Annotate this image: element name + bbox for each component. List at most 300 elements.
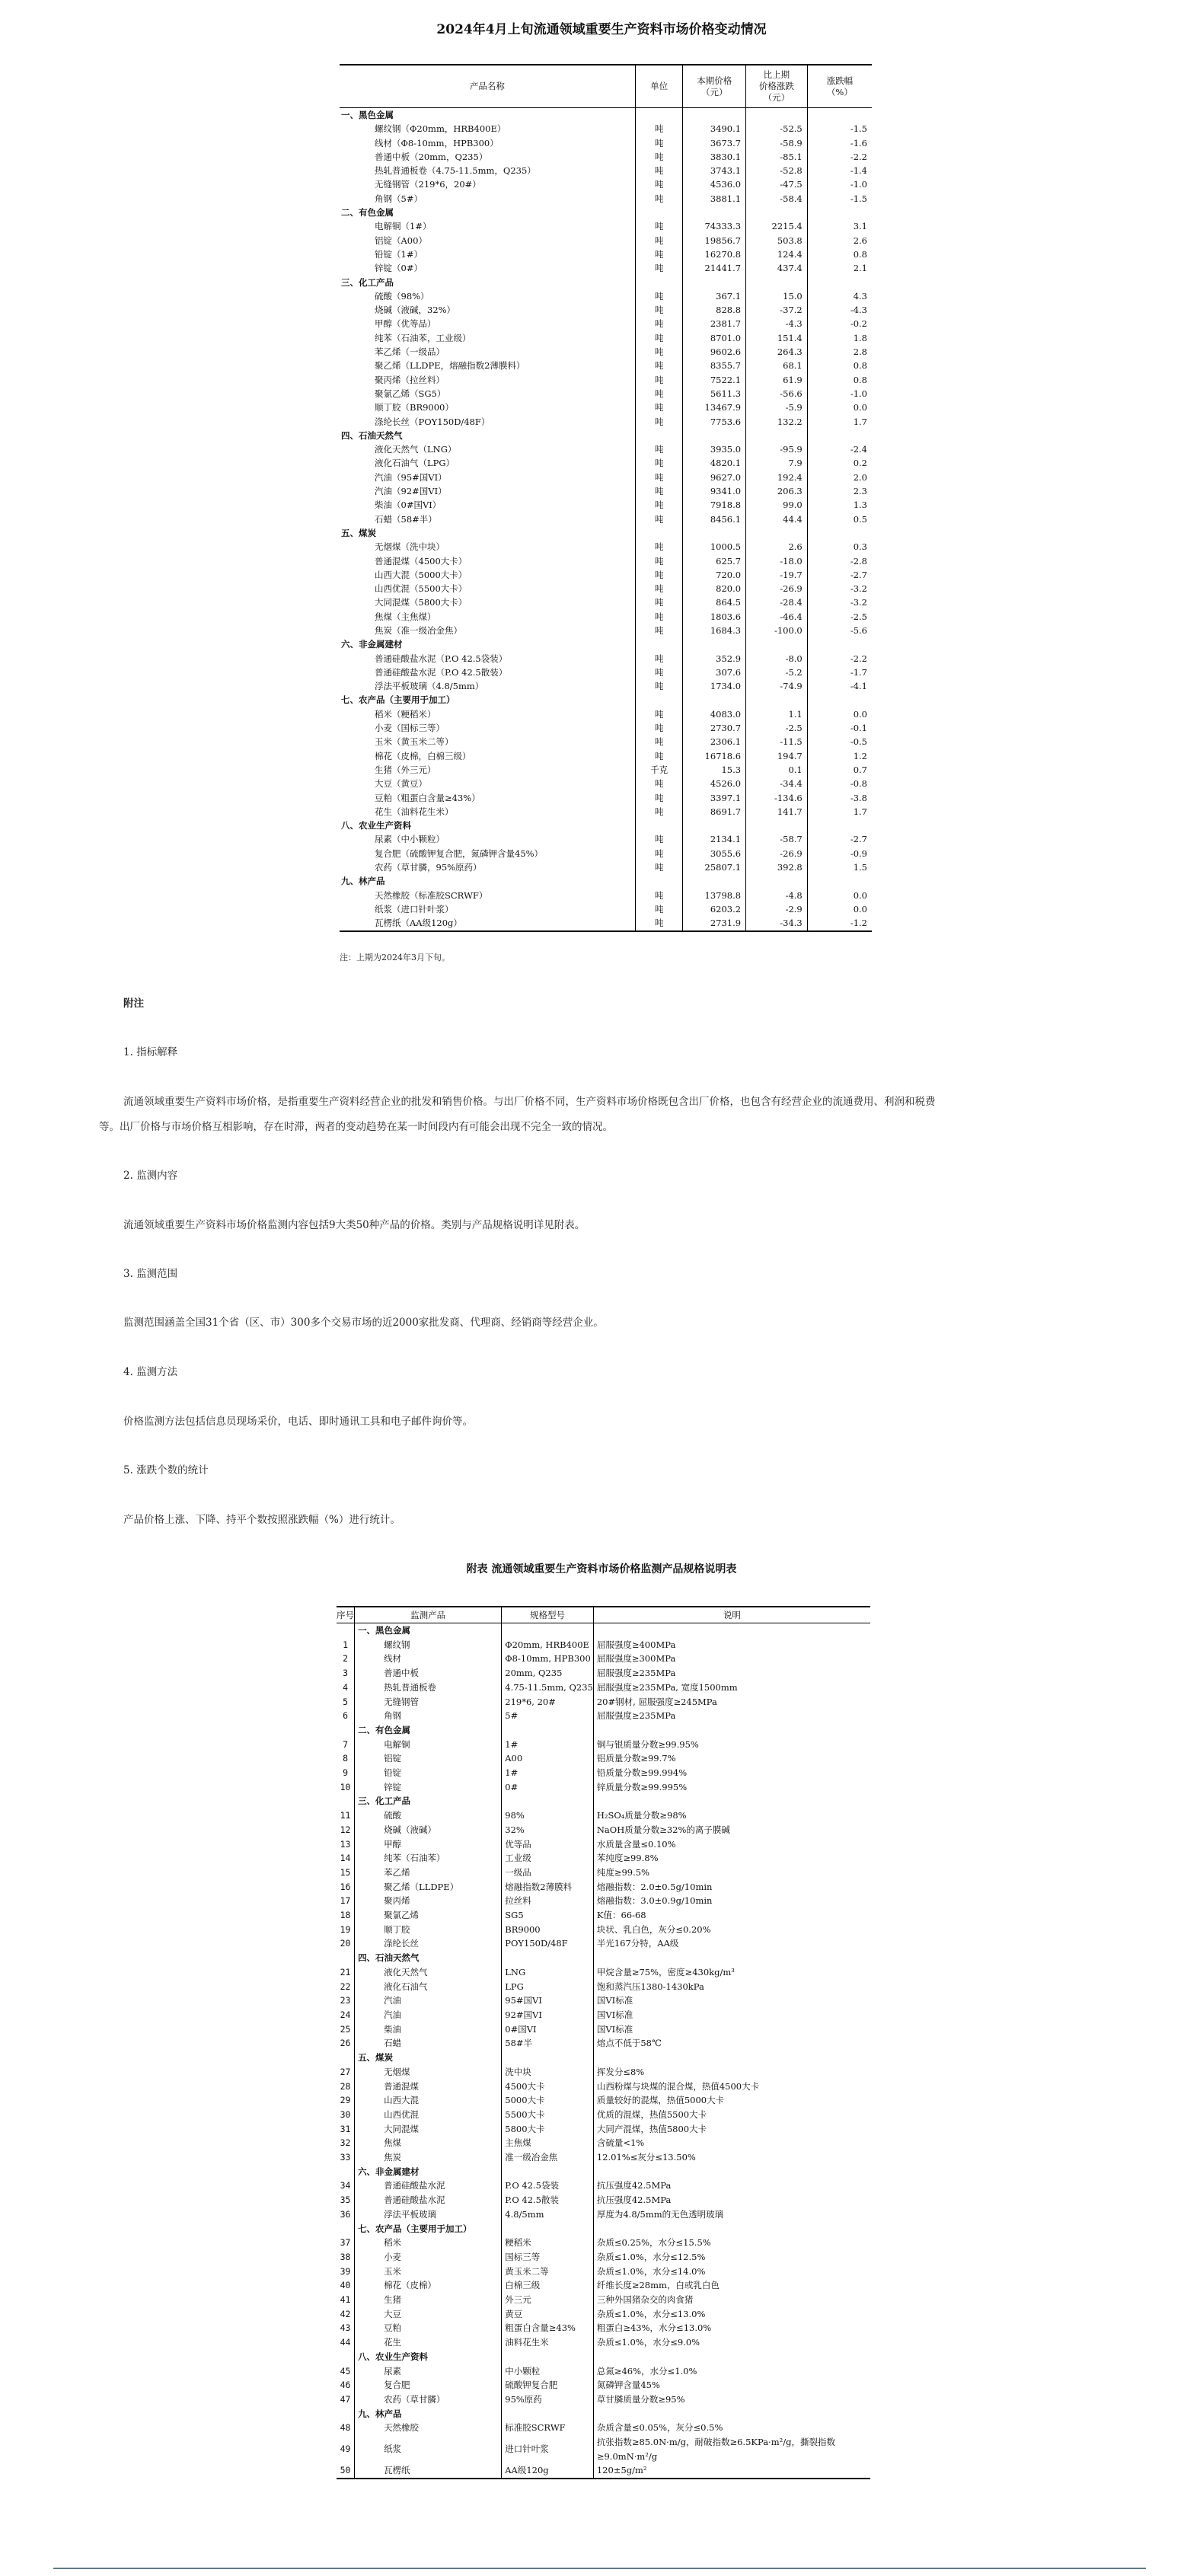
pct-cell: 1.5 — [807, 860, 872, 874]
table-row — [337, 2293, 870, 2307]
model-cell: LPG — [502, 1980, 594, 1994]
desc-cell — [593, 1623, 870, 1638]
category-name: 四、石油天然气 — [341, 429, 403, 441]
note-body-1-line2: 等。出厂价格与市场价格互相影响，存在时滞，两者的变动趋势在某一时间段内有可能会出现不完全一致的情况。 — [99, 1121, 613, 1133]
unit-cell: 吨 — [635, 247, 683, 261]
pct-cell: 0.5 — [807, 512, 872, 526]
unit-cell: 吨 — [635, 652, 683, 666]
seq-cell: 11 — [340, 1810, 351, 1821]
product-name: 复合肥 — [355, 2378, 502, 2392]
category-row — [337, 1951, 870, 1965]
unit-cell: 吨 — [635, 902, 683, 916]
model-cell: 黄玉米二等 — [502, 2265, 594, 2279]
change-cell: -52.8 — [746, 164, 808, 177]
seq-cell — [337, 2407, 355, 2421]
price-cell: 1803.6 — [683, 610, 746, 624]
price-cell: 19856.7 — [683, 234, 746, 247]
seq-cell: 30 — [340, 2108, 351, 2120]
unit-cell: 吨 — [635, 234, 683, 247]
unit-cell: 吨 — [635, 387, 683, 401]
product-name: 铅锭（1#） — [375, 248, 423, 260]
pct-cell: 2.1 — [807, 261, 872, 275]
product-name: 液化天然气（LNG） — [375, 444, 457, 455]
desc-cell: 屈服强度≥235MPa, 宽度1500mm — [593, 1681, 870, 1695]
pct-cell: -1.5 — [807, 192, 872, 206]
table-row — [340, 484, 872, 498]
unit-cell: 吨 — [635, 554, 683, 568]
product-name: 纸浆 — [355, 2435, 502, 2463]
product-name: 山西优混（5500大卡） — [375, 583, 467, 595]
table-row — [340, 624, 872, 637]
table-row — [337, 2080, 870, 2094]
table-row — [340, 150, 872, 164]
price-cell: 3830.1 — [683, 150, 746, 164]
change-cell: -95.9 — [746, 442, 808, 456]
product-name: 普通混煤 — [355, 2080, 502, 2094]
table-row — [337, 2321, 870, 2335]
model-cell — [502, 2165, 594, 2179]
model-cell: 20mm, Q235 — [502, 1666, 594, 1681]
price-cell: 9627.0 — [683, 471, 746, 484]
change-cell: 61.9 — [746, 373, 808, 387]
change-cell: 2.6 — [746, 540, 808, 554]
desc-cell: 大同产混煤，热值5800大卡 — [593, 2122, 870, 2137]
unit-cell: 吨 — [635, 860, 683, 874]
table-row — [340, 847, 872, 860]
model-cell: 粳稻米 — [502, 2236, 594, 2250]
unit-cell: 吨 — [635, 484, 683, 498]
change-cell: 1.1 — [746, 707, 808, 721]
model-cell: 进口针叶浆 — [502, 2435, 594, 2463]
change-cell: 15.0 — [746, 289, 808, 303]
product-name: 甲醇 — [355, 1837, 502, 1852]
table-row — [337, 1980, 870, 1994]
header-pct: 涨跌幅 （%） — [807, 65, 872, 108]
product-name: 石蜡 — [355, 2036, 502, 2051]
product-name: 浮法平板玻璃（4.8/5mm） — [375, 681, 484, 692]
unit-cell: 吨 — [635, 707, 683, 721]
table-row — [340, 401, 872, 414]
product-name: 焦炭 — [355, 2150, 502, 2165]
category-row — [337, 2222, 870, 2236]
price-table-header — [340, 65, 872, 108]
pct-cell: -2.2 — [807, 652, 872, 666]
desc-cell: 质量较好的混煤，热值5000大卡 — [593, 2093, 870, 2108]
seq-cell: 48 — [340, 2422, 351, 2434]
unit-cell: 吨 — [635, 456, 683, 470]
product-name: 无烟煤（洗中块） — [375, 541, 445, 553]
change-cell: -2.9 — [746, 902, 808, 916]
pct-cell: 0.8 — [807, 359, 872, 372]
product-name: 农药（草甘膦，95%原药） — [375, 862, 482, 873]
unit-cell: 吨 — [635, 735, 683, 749]
change-cell: 2215.4 — [746, 219, 808, 233]
pct-cell: 1.8 — [807, 331, 872, 345]
pct-cell: 0.8 — [807, 373, 872, 387]
empty-cell — [635, 874, 683, 888]
price-cell: 4820.1 — [683, 456, 746, 470]
seq-cell — [337, 2051, 355, 2065]
unit-cell: 吨 — [635, 359, 683, 372]
empty-cell — [807, 206, 872, 219]
pct-cell: 0.0 — [807, 889, 872, 902]
unit-cell: 吨 — [635, 415, 683, 429]
seq-cell — [337, 1794, 355, 1808]
product-name: 瓦楞纸 — [355, 2463, 502, 2479]
desc-cell: 熔点不低于58℃ — [593, 2036, 870, 2051]
table-row — [337, 2065, 870, 2080]
pct-cell: 2.6 — [807, 234, 872, 247]
table-row — [340, 568, 872, 582]
category-row — [337, 2350, 870, 2364]
change-cell: -4.3 — [746, 317, 808, 330]
product-name: 锌锭 — [355, 1780, 502, 1795]
note-title-1: 1. 指标解释 — [123, 1046, 178, 1058]
price-cell: 15.3 — [683, 763, 746, 777]
seq-cell: 4 — [343, 1681, 348, 1693]
unit-cell: 吨 — [635, 164, 683, 177]
empty-cell — [746, 637, 808, 651]
table-row — [340, 192, 872, 206]
model-cell: 5500大卡 — [502, 2108, 594, 2122]
header-price: 本期价格 （元） — [683, 65, 746, 108]
price-cell: 21441.7 — [683, 261, 746, 275]
change-cell: -26.9 — [746, 582, 808, 595]
change-cell: -100.0 — [746, 624, 808, 637]
header-model: 规格型号 — [502, 1607, 594, 1623]
spec-table-header — [337, 1607, 870, 1623]
seq-cell: 44 — [340, 2337, 351, 2348]
product-name: 线材（Φ8-10mm，HPB300） — [375, 137, 499, 148]
product-name: 大豆 — [355, 2307, 502, 2322]
pct-cell: -1.6 — [807, 136, 872, 150]
seq-cell: 43 — [340, 2322, 351, 2334]
table-row — [340, 582, 872, 595]
desc-cell: 草甘膦质量分数≥95% — [593, 2392, 870, 2407]
model-cell — [502, 1623, 594, 1638]
seq-cell: 42 — [340, 2308, 351, 2319]
desc-cell: 山西粉煤与块煤的混合煤，热值4500大卡 — [593, 2080, 870, 2094]
product-name: 聚氯乙烯 — [355, 1908, 502, 1923]
table-row — [340, 721, 872, 735]
change-cell: -74.9 — [746, 679, 808, 693]
price-cell: 16718.6 — [683, 749, 746, 763]
change-cell: -19.7 — [746, 568, 808, 582]
product-name: 汽油 — [355, 1993, 502, 2008]
desc-cell: 挥发分≤8% — [593, 2065, 870, 2080]
unit-cell: 吨 — [635, 568, 683, 582]
table-row — [337, 1638, 870, 1652]
change-cell: -58.7 — [746, 832, 808, 846]
change-cell: 0.1 — [746, 763, 808, 777]
seq-cell: 29 — [340, 2095, 351, 2106]
pct-cell: 1.2 — [807, 749, 872, 763]
table-row — [340, 331, 872, 345]
product-name: 苯乙烯 — [355, 1866, 502, 1880]
pct-cell: 2.8 — [807, 345, 872, 359]
pct-cell: -3.2 — [807, 582, 872, 595]
product-name: 硫酸（98%） — [375, 290, 429, 302]
model-cell: 硫酸钾复合肥 — [502, 2378, 594, 2392]
seq-cell: 36 — [340, 2208, 351, 2220]
model-cell: 白棉三级 — [502, 2278, 594, 2293]
product-name: 普通硅酸盐水泥 — [355, 2193, 502, 2207]
price-cell: 7918.8 — [683, 498, 746, 512]
product-name: 天然橡胶（标准胶SCRWF） — [375, 889, 488, 901]
unit-cell: 吨 — [635, 192, 683, 206]
note-title-5: 5. 涨跌个数的统计 — [123, 1464, 209, 1476]
pct-cell: 0.8 — [807, 247, 872, 261]
unit-cell: 吨 — [635, 666, 683, 679]
table-row — [340, 889, 872, 902]
unit-cell: 吨 — [635, 261, 683, 275]
product-name: 山西大混 — [355, 2093, 502, 2108]
product-name: 线材 — [355, 1652, 502, 1666]
table-row — [337, 2463, 870, 2479]
product-name: 浮法平板玻璃 — [355, 2207, 502, 2222]
table-row — [340, 247, 872, 261]
model-cell — [502, 2407, 594, 2421]
price-cell: 4536.0 — [683, 177, 746, 191]
change-cell: -37.2 — [746, 303, 808, 317]
empty-cell — [635, 693, 683, 707]
seq-cell: 26 — [340, 2038, 351, 2049]
seq-cell: 28 — [340, 2080, 351, 2092]
table-row — [340, 387, 872, 401]
desc-cell: 12.01%≤灰分≤13.50% — [593, 2150, 870, 2165]
price-cell: 820.0 — [683, 582, 746, 595]
price-cell: 2731.9 — [683, 916, 746, 930]
empty-cell — [635, 429, 683, 442]
seq-cell: 3 — [343, 1668, 348, 1679]
price-cell: 3935.0 — [683, 442, 746, 456]
product-name: 焦煤 — [355, 2136, 502, 2150]
change-cell: 437.4 — [746, 261, 808, 275]
change-cell: -47.5 — [746, 177, 808, 191]
desc-cell: 抗压强度42.5MPa — [593, 2193, 870, 2207]
unit-cell: 吨 — [635, 442, 683, 456]
unit-cell: 吨 — [635, 331, 683, 345]
category-row — [337, 2407, 870, 2421]
product-name: 花生（油料花生米） — [375, 806, 454, 817]
empty-cell — [683, 276, 746, 289]
seq-cell: 32 — [340, 2137, 351, 2149]
pct-cell: -2.5 — [807, 610, 872, 624]
seq-cell: 31 — [340, 2123, 351, 2134]
desc-cell: 半光167分特，AA级 — [593, 1936, 870, 1951]
product-name: 豆粕（粗蛋白含量≥43%） — [375, 792, 480, 803]
product-name: 天然橡胶 — [355, 2421, 502, 2435]
header-seq: 序号 — [337, 1607, 355, 1623]
seq-cell: 13 — [340, 1838, 351, 1850]
table-row — [340, 763, 872, 777]
table-row — [340, 540, 872, 554]
unit-cell: 吨 — [635, 624, 683, 637]
table-row — [340, 791, 872, 805]
model-cell: 国标三等 — [502, 2250, 594, 2265]
desc-cell: 国VI标准 — [593, 2022, 870, 2037]
price-cell: 625.7 — [683, 554, 746, 568]
empty-cell — [807, 429, 872, 442]
price-cell: 8701.0 — [683, 331, 746, 345]
category-name: 六、非金属建材 — [341, 639, 403, 650]
price-cell: 3397.1 — [683, 791, 746, 805]
model-cell: 中小颗粒 — [502, 2364, 594, 2379]
desc-cell: 屈服强度≥300MPa — [593, 1652, 870, 1666]
note-body-2: 流通领域重要生产资料市场价格监测内容包括9大类50种产品的价格。类别与产品规格说明详见附表。 — [123, 1219, 586, 1231]
seq-cell: 1 — [343, 1639, 348, 1650]
product-name: 液化天然气 — [355, 1965, 502, 1980]
model-cell: SG5 — [502, 1908, 594, 1923]
model-cell: 32% — [502, 1823, 594, 1837]
table-row — [337, 1965, 870, 1980]
product-name: 柴油（0#国VI） — [375, 500, 442, 511]
price-cell: 864.5 — [683, 595, 746, 609]
empty-cell — [683, 637, 746, 651]
table-row — [337, 2108, 870, 2122]
category-name: 八、农业生产资料 — [341, 820, 411, 832]
desc-cell: K值：66-68 — [593, 1908, 870, 1923]
pct-cell: -2.8 — [807, 554, 872, 568]
product-name: 汽油（95#国VI） — [375, 471, 447, 483]
price-cell: 307.6 — [683, 666, 746, 679]
table-row — [337, 2236, 870, 2250]
model-cell: 219*6, 20# — [502, 1695, 594, 1709]
note-body-4: 价格监测方法包括信息员现场采价，电话、即时通讯工具和电子邮件询价等。 — [123, 1416, 473, 1428]
desc-cell: 甲烷含量≥75%，密度≥430kg/m³ — [593, 1965, 870, 1980]
change-cell: -46.4 — [746, 610, 808, 624]
table-row — [337, 2022, 870, 2037]
desc-cell: 杂质≤0.25%，水分≤15.5% — [593, 2236, 870, 2250]
pct-cell: 4.3 — [807, 289, 872, 303]
note-body-5: 产品价格上涨、下降、持平个数按照涨跌幅（%）进行统计。 — [123, 1514, 400, 1526]
unit-cell: 吨 — [635, 721, 683, 735]
empty-cell — [683, 526, 746, 540]
desc-cell: 抗张指数≥85.0N·m/g，耐破指数≥6.5KPa·m²/g，撕裂指数≥9.0mN·m²/g — [593, 2435, 870, 2463]
pct-cell: 2.0 — [807, 471, 872, 484]
seq-cell: 20 — [340, 1938, 351, 1949]
product-name: 焦煤（主焦煤） — [375, 611, 436, 622]
seq-cell: 15 — [340, 1866, 351, 1878]
product-name: 稻米 — [355, 2236, 502, 2250]
category-row — [340, 874, 872, 888]
product-name: 花生 — [355, 2335, 502, 2350]
product-name: 尿素 — [355, 2364, 502, 2379]
table-row — [337, 2207, 870, 2222]
desc-cell — [593, 2407, 870, 2421]
empty-cell — [807, 819, 872, 832]
table-row — [340, 234, 872, 247]
notes-heading: 附注 — [123, 998, 144, 1010]
page-title: 2024年4月上旬流通领域重要生产资料市场价格变动情况 — [436, 22, 767, 37]
table-row — [340, 666, 872, 679]
table-row — [337, 1880, 870, 1894]
empty-cell — [683, 206, 746, 219]
table-row — [337, 2307, 870, 2322]
unit-cell: 吨 — [635, 177, 683, 191]
model-cell: 58#半 — [502, 2036, 594, 2051]
table-row — [340, 136, 872, 150]
category-name: 二、有色金属 — [341, 207, 394, 219]
seq-cell: 7 — [343, 1738, 348, 1750]
empty-cell — [635, 526, 683, 540]
price-cell: 8456.1 — [683, 512, 746, 526]
unit-cell: 吨 — [635, 498, 683, 512]
table-row — [337, 1709, 870, 1723]
model-cell: 4500大卡 — [502, 2080, 594, 2094]
seq-cell — [337, 1723, 355, 1738]
table-row — [340, 289, 872, 303]
unit-cell: 吨 — [635, 749, 683, 763]
model-cell: 一级品 — [502, 1866, 594, 1880]
unit-cell: 吨 — [635, 122, 683, 136]
change-cell: -28.4 — [746, 595, 808, 609]
product-name: 烧碱（液碱，32%） — [375, 305, 456, 316]
table-row — [340, 512, 872, 526]
product-name: 聚丙烯 — [355, 1894, 502, 1908]
price-cell: 8691.7 — [683, 805, 746, 819]
product-name: 农药（草甘膦） — [355, 2392, 502, 2407]
product-name: 螺纹钢 — [355, 1638, 502, 1652]
table-row — [340, 595, 872, 609]
pct-cell: -1.4 — [807, 164, 872, 177]
product-name: 铅锭 — [355, 1766, 502, 1780]
table-row — [337, 2036, 870, 2051]
pct-cell: -1.0 — [807, 177, 872, 191]
seq-cell: 37 — [340, 2237, 351, 2249]
category-row — [337, 2051, 870, 2065]
header-change: 比上期 价格涨跌 （元） — [746, 65, 808, 108]
product-name: 无缝钢管 — [355, 1695, 502, 1709]
seq-cell: 46 — [340, 2380, 351, 2391]
change-cell: 99.0 — [746, 498, 808, 512]
pct-cell: -2.4 — [807, 442, 872, 456]
empty-cell — [746, 429, 808, 442]
table-row — [340, 345, 872, 359]
pct-cell: 1.7 — [807, 415, 872, 429]
product-name: 棉花（皮棉，白棉三级） — [375, 750, 471, 761]
unit-cell: 吨 — [635, 317, 683, 330]
pct-cell: -1.2 — [807, 916, 872, 930]
model-cell: LNG — [502, 1965, 594, 1980]
model-cell — [502, 1951, 594, 1965]
table-row — [340, 303, 872, 317]
model-cell: 主焦煤 — [502, 2136, 594, 2150]
table-note: 注：上期为2024年3月下旬。 — [340, 953, 450, 962]
desc-cell — [593, 2165, 870, 2179]
price-cell: 352.9 — [683, 652, 746, 666]
model-cell: 5800大卡 — [502, 2122, 594, 2137]
appendix-title: 附表 流通领域重要生产资料市场价格监测产品规格说明表 — [466, 1563, 737, 1575]
pct-cell: -4.3 — [807, 303, 872, 317]
header-desc: 说明 — [593, 1607, 870, 1623]
note-title-4: 4. 监测方法 — [123, 1366, 178, 1378]
empty-cell — [683, 693, 746, 707]
desc-cell: 纤维长度≥28mm，白或乳白色 — [593, 2278, 870, 2293]
footer-divider — [53, 2568, 1146, 2569]
product-name: 无烟煤 — [355, 2065, 502, 2080]
price-cell: 2306.1 — [683, 735, 746, 749]
table-row — [340, 359, 872, 372]
table-row — [337, 1751, 870, 1766]
change-cell: 132.2 — [746, 415, 808, 429]
category-name: 七、农产品（主要用于加工） — [355, 2222, 502, 2236]
seq-cell: 24 — [340, 2009, 351, 2020]
price-cell: 3490.1 — [683, 122, 746, 136]
price-cell: 13798.8 — [683, 889, 746, 902]
product-name: 热轧普通板卷 — [355, 1681, 502, 1695]
empty-cell — [746, 526, 808, 540]
